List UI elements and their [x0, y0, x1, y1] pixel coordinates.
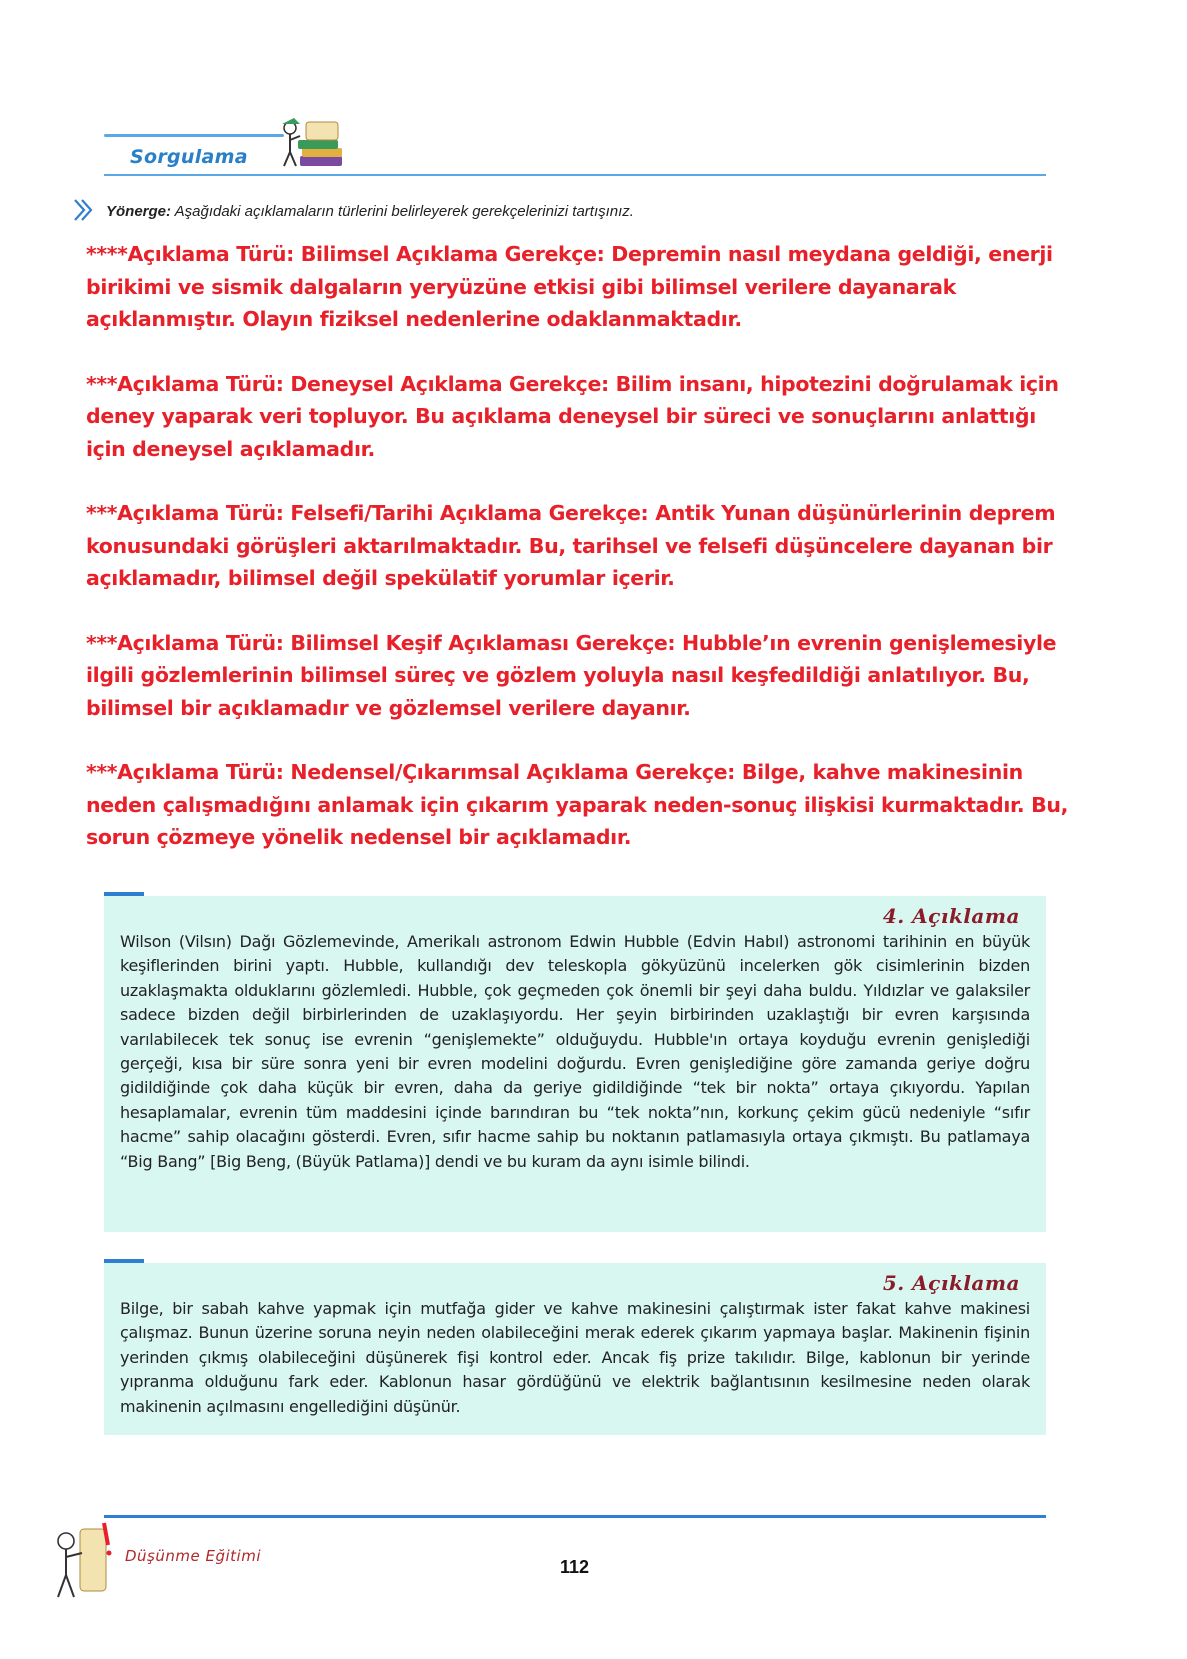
section-title: Sorgulama — [130, 146, 248, 168]
box5-title: 5. Açıklama — [882, 1271, 1020, 1295]
explanation-box-4 — [104, 896, 1046, 1232]
footer-divider — [104, 1515, 1046, 1518]
answer-2: ***Açıklama Türü: Deneysel Açıklama Gerekçe: Bilim insanı, hipotezini doğrulamak için deney yaparak veri topluyor. Bu açıklama deneysel bir süreci ve sonuçlarını anlattığı için deneysel açıklamadır. — [86, 371, 1059, 461]
box4-text: Wilson (Vilsın) Dağı Gözlemevinde, Amerikalı astronom Edwin Hubble (Edvin Habıl) astronomi tarihinin en büyük keşiflerinden birini yaptı. Hubble, kullandığı dev teleskopla gökyüzünü incelerken gök cisimlerinin bizden uzaklaşmakta olduklarını gözlemledi. Hubble, çok geçmeden çok önemli bir şeyi daha buldu. Yıldızlar ve galaksiler sadece bizden değil birbirlerinden de uzaklaşıyordu. Her şeyin birbirinden uzaklaştığı bir evren karşısında varılabilecek tek sonuç ise evrenin “genişlemekte” olduğuydu. Hubble'ın ortaya koyduğu evrenin genişlediği gerçeği, kısa bir süre sonra yeni bir evren modelini doğurdu. Evren genişlediğine göre zamanda geriye doğru gidildiğinde çok daha küçük bir evren, daha da geriye gidildiğinde “tek bir nokta” ortaya çıkıyordu. Yapılan hesaplamalar, evrenin tüm maddesini içinde barındıran bu “tek nokta”nın, korkunç çekim gücü nedeniyle “sıfır hacme” sahip olacağını gösterdi. Evren, sıfır hacme sahip bu noktanın patlamasıyla ortaya çıkmıştı. Bu patlamaya “Big Bang” [Big Beng, (Büyük Patlama)] dendi ve bu kuram da aynı isimle bilindi. — [120, 932, 1030, 1171]
answer-list — [86, 238, 1076, 886]
answer-5: ***Açıklama Türü: Nedensel/Çıkarımsal Açıklama Gerekçe: Bilge, kahve makinesinin neden çalışmadığını anlamak için çıkarım yaparak neden-sonuç ilişkisi kurmaktadır. Bu, sorun çözmeye yönelik nedensel bir açıklamadır. — [86, 760, 1069, 849]
answer-4: ***Açıklama Türü: Bilimsel Keşif Açıklaması Gerekçe: Hubble’ın evrenin genişlemesiyle ilgili gözlemlerinin bilimsel süreç ve gözlem yoluyla nasıl keşfedildiği anlatılıyor. Bu, bilimsel bir açıklamadır ve gözlemsel verilere dayanır. — [86, 630, 1057, 720]
box4-title: 4. Açıklama — [882, 904, 1020, 928]
directive — [106, 203, 634, 220]
explanation-box-5 — [104, 1263, 1046, 1435]
box5-text: Bilge, bir sabah kahve yapmak için mutfağa gider ve kahve makinesini çalıştırmak ister fakat kahve makinesi çalışmaz. Bunun üzerine soruna neyin neden olabileceğini merak ederek çıkarım yapmaya başlar. Makinenin fişinin yerinden çıkmış olabileceğini düşünerek fişi kontrol eder. Ancak fiş prize takılıdır. Bilge, kablonun bir yerinde yıpranma olduğunu fark eder. Kablonun hasar gördüğünü ve elektrik bağlantısının kesilmesine neden olarak makinenin açılmasını engellediğini düşünür. — [120, 1299, 1030, 1416]
chevron-right-icon — [72, 198, 94, 222]
directive-label: Yönerge: — [106, 203, 172, 220]
directive-text: Aşağıdaki açıklamaların türlerini belirleyerek gerekçelerinizi tartışınız. — [171, 203, 634, 220]
answer-1: ****Açıklama Türü: Bilimsel Açıklama Gerekçe: Depremin nasıl meydana geldiği, enerji birikimi ve sismik dalgaların yeryüzüne etkisi gibi bilimsel verilere dayanarak açıklanmıştır. Olayın fiziksel nedenlerine odaklanmaktadır. — [86, 242, 1053, 331]
header-divider — [104, 174, 1046, 176]
mascot-scroll-icon — [52, 1515, 118, 1605]
header-accent-line — [104, 134, 284, 137]
footer-book-title: Düşünme Eğitimi — [125, 1547, 261, 1565]
page-number: 112 — [560, 1557, 590, 1577]
mascot-books-icon — [280, 112, 350, 170]
answer-3: ***Açıklama Türü: Felsefi/Tarihi Açıklama Gerekçe: Antik Yunan düşünürlerinin deprem konusundaki görüşleri aktarılmaktadır. Bu, tarihsel ve felsefi düşüncelere dayanan bir açıklamadır, bilimsel değil spekülatif yorumlar içerir. — [86, 501, 1056, 590]
